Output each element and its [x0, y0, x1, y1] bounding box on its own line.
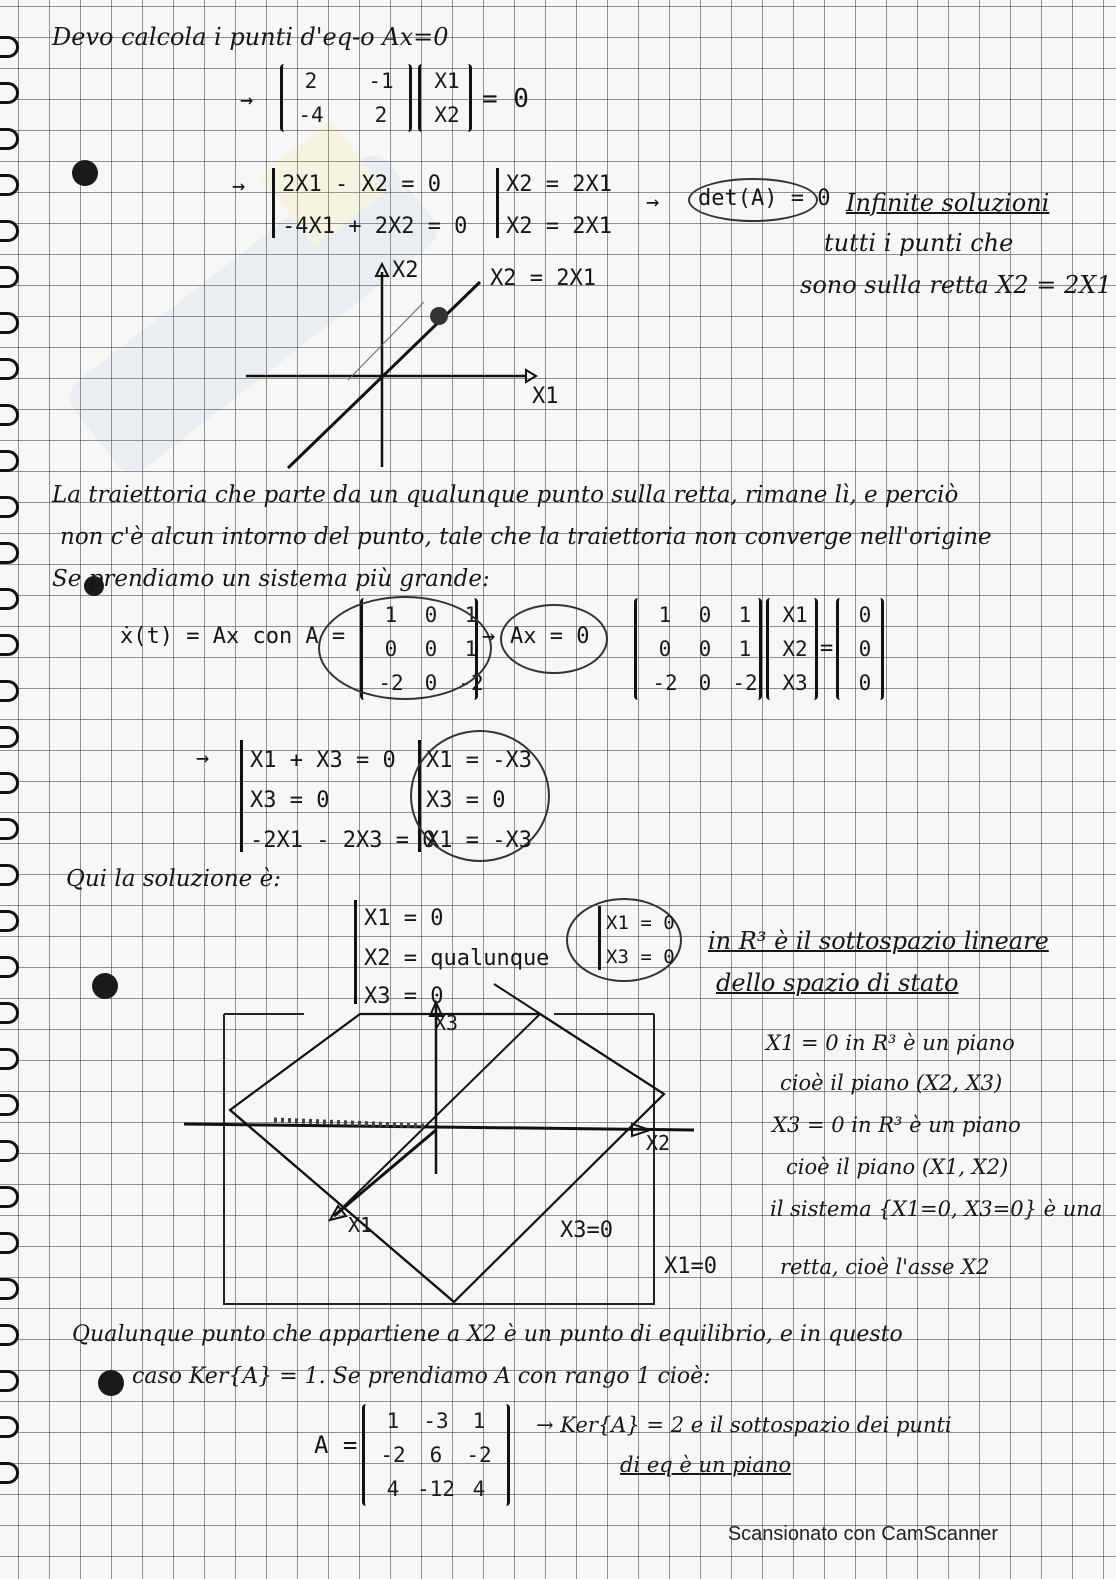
matrix-cell: 1	[464, 637, 478, 661]
matrix-cell: 1	[386, 1409, 400, 1433]
matrix-cell: 2	[304, 69, 318, 93]
plot-line-x2-2x1	[236, 262, 566, 472]
right-note-1: X1 = 0 in R³ è un piano	[766, 1031, 1015, 1055]
matrix-a-rank1	[362, 1404, 510, 1506]
arrow: →	[646, 190, 660, 215]
det-label: det(A) = 0	[698, 186, 831, 211]
para2-line2: caso Ker{A} = 1. Se prendiamo A con rango 1 cioè:	[132, 1364, 711, 1389]
vector-cell: X3	[782, 671, 808, 695]
matrix-cell: -2	[466, 1443, 492, 1467]
arrow: →	[482, 624, 496, 649]
ring-icon	[0, 1278, 19, 1300]
heading-line: Devo calcola i punti d'eq-o Ax=0	[52, 23, 449, 51]
ring-icon	[0, 1416, 19, 1438]
ax-zero: Ax = 0	[510, 624, 590, 649]
system2-eq2: X3 = 0	[250, 788, 330, 813]
vector-cell: 0	[858, 637, 872, 661]
ring-icon	[0, 496, 19, 518]
vector-cell: X1	[434, 69, 460, 93]
system1-eq1: 2X1 - X2 = 0	[282, 172, 441, 197]
matrix-cell: 0	[424, 603, 438, 627]
system1-solved-eq1: X2 = 2X1	[506, 172, 612, 197]
right-note-3: X3 = 0 in R³ è un piano	[772, 1113, 1021, 1137]
ring-icon	[0, 1462, 19, 1484]
matrix-cell: 0	[658, 637, 672, 661]
ring-icon	[0, 772, 19, 794]
right-note-4: cioè il piano (X1, X2)	[786, 1155, 1009, 1179]
matrix-cell: 1	[464, 603, 478, 627]
para1-line1: La traiettoria che parte da un qualunque punto sulla retta, rimane lì, e perciò	[52, 482, 959, 508]
solution-reduced-2: X3 = 0	[606, 946, 675, 968]
system2-solved-eq1: X1 = -X3	[426, 748, 532, 773]
right-note-6: retta, cioè l'asse X2	[780, 1255, 990, 1279]
vector-x-2	[418, 64, 472, 132]
infinite-solutions-1: Infinite soluzioni	[846, 189, 1050, 217]
system1-solved-eq2: X2 = 2X1	[506, 214, 612, 239]
ring-icon	[0, 542, 19, 564]
matrix-cell: -12	[417, 1477, 455, 1501]
ring-icon	[0, 1048, 19, 1070]
spiral-binding	[0, 0, 40, 1579]
ring-icon	[0, 220, 19, 242]
solution-intro: Qui la soluzione è:	[66, 866, 281, 892]
solution-x1: X1 = 0	[364, 906, 444, 931]
matrix-a-label: A =	[314, 1431, 358, 1459]
para1-line2: non c'è alcun intorno del punto, tale che la traiettoria non converge nell'origine	[60, 524, 992, 550]
ring-icon	[0, 1140, 19, 1162]
ring-icon	[0, 128, 19, 150]
matrix-cell: 0	[384, 637, 398, 661]
ring-icon	[0, 1094, 19, 1116]
system2-solved-eq3: X1 = -X3	[426, 828, 532, 853]
equals-sign: =	[820, 636, 834, 661]
infinite-solutions-2: tutti i punti che	[824, 229, 1014, 257]
ring-icon	[0, 680, 19, 702]
plot1-line-label: X2 = 2X1	[490, 266, 596, 291]
matrix-cell: 1	[658, 603, 672, 627]
plot2-x3-label: X3	[434, 1011, 459, 1035]
plot1-y-label: X2	[392, 258, 419, 283]
subspace-note-1: in R³ è il sottospazio lineare	[708, 927, 1049, 955]
right-note-2: cioè il piano (X2, X3)	[780, 1071, 1003, 1095]
ring-icon	[0, 36, 19, 58]
system-brace	[240, 740, 243, 852]
system2-eq3: -2X1 - 2X3 = 0	[250, 828, 436, 853]
matrix-cell: 1	[738, 637, 752, 661]
matrix-a-3x3-repeat	[634, 598, 762, 700]
ring-icon	[0, 864, 19, 886]
matrix-cell: -2	[378, 671, 404, 695]
arrow: →	[240, 88, 254, 113]
vector-cell: 0	[858, 603, 872, 627]
solution-x2: X2 = qualunque	[364, 946, 550, 971]
matrix-cell: 0	[698, 603, 712, 627]
plot2-plane-x3: X3=0	[560, 1218, 613, 1243]
system-brace	[496, 168, 499, 238]
equals-zero: = 0	[482, 84, 529, 114]
ring-icon	[0, 174, 19, 196]
right-note-5: il sistema {X1=0, X3=0} è una	[770, 1197, 1103, 1221]
punch-hole-icon	[92, 973, 118, 999]
subspace-note-2: dello spazio di stato	[716, 969, 959, 997]
ring-icon	[0, 588, 19, 610]
ker-note-1: → Ker{A} = 2 e il sottospazio dei punti	[536, 1413, 952, 1437]
solution-x3: X3 = 0	[364, 984, 444, 1009]
matrix-cell: -2	[652, 671, 678, 695]
ring-icon	[0, 1370, 19, 1392]
vector-x-3	[766, 598, 818, 700]
matrix-cell: 1	[472, 1409, 486, 1433]
matrix-cell: 4	[386, 1477, 400, 1501]
ker-note-2: di eq è un piano	[620, 1453, 792, 1477]
ring-icon	[0, 404, 19, 426]
punch-hole-icon	[72, 160, 98, 186]
plot2-plane-x1: X1=0	[664, 1254, 717, 1279]
ring-icon	[0, 1324, 19, 1346]
matrix-cell: 0	[698, 637, 712, 661]
plot2-x2-label: X2	[646, 1131, 671, 1155]
arrow: →	[232, 174, 246, 199]
para2-line1: Qualunque punto che appartiene a X2 è un punto di equilibrio, e in questo	[72, 1322, 903, 1347]
matrix-cell: -1	[368, 69, 394, 93]
matrix-cell: -2	[380, 1443, 406, 1467]
scanner-footer: Scansionato con CamScanner	[727, 1523, 998, 1545]
vector-zero-3	[836, 598, 884, 700]
system2-solved-eq2: X3 = 0	[426, 788, 506, 813]
ring-icon	[0, 634, 19, 656]
ring-icon	[0, 450, 19, 472]
circle-mark	[318, 596, 492, 700]
matrix-cell: 2	[374, 103, 388, 127]
ring-icon	[0, 82, 19, 104]
ring-icon	[0, 312, 19, 334]
matrix-cell: -4	[298, 103, 324, 127]
infinite-solutions-3: sono sulla retta X2 = 2X1	[800, 271, 1112, 299]
matrix-cell: 4	[472, 1477, 486, 1501]
matrix-cell: -2	[732, 671, 758, 695]
system-brace	[272, 168, 275, 238]
matrix-cell: 1	[384, 603, 398, 627]
matrix-a-2x2	[280, 64, 412, 132]
ring-icon	[0, 358, 19, 380]
vector-cell: X2	[782, 637, 808, 661]
vector-cell: 0	[858, 671, 872, 695]
ring-icon	[0, 1002, 19, 1024]
xdot-equation: ẋ(t) = Ax con A =	[120, 624, 346, 649]
ring-icon	[0, 1232, 19, 1254]
matrix-cell: -2	[458, 671, 484, 695]
matrix-cell: 1	[738, 603, 752, 627]
ring-icon	[0, 266, 19, 288]
matrix-cell: 0	[424, 671, 438, 695]
vector-cell: X1	[782, 603, 808, 627]
solution-reduced-1: X1 = 0	[606, 912, 675, 934]
vector-cell: X2	[434, 103, 460, 127]
system2-eq1: X1 + X3 = 0	[250, 748, 396, 773]
matrix-cell: 0	[698, 671, 712, 695]
ring-icon	[0, 956, 19, 978]
bigger-system-intro: Se prendiamo un sistema più grande:	[52, 566, 490, 592]
arrow: →	[196, 746, 210, 771]
matrix-cell: 0	[424, 637, 438, 661]
punch-hole-icon	[98, 1370, 124, 1396]
matrix-cell: 6	[429, 1443, 443, 1467]
matrix-cell: -3	[423, 1409, 449, 1433]
ring-icon	[0, 1186, 19, 1208]
system1-eq2: -4X1 + 2X2 = 0	[282, 214, 468, 239]
plot2-x1-label: X1	[348, 1213, 373, 1237]
ring-icon	[0, 726, 19, 748]
ring-icon	[0, 818, 19, 840]
plot1-x-label: X1	[532, 384, 559, 409]
ring-icon	[0, 910, 19, 932]
